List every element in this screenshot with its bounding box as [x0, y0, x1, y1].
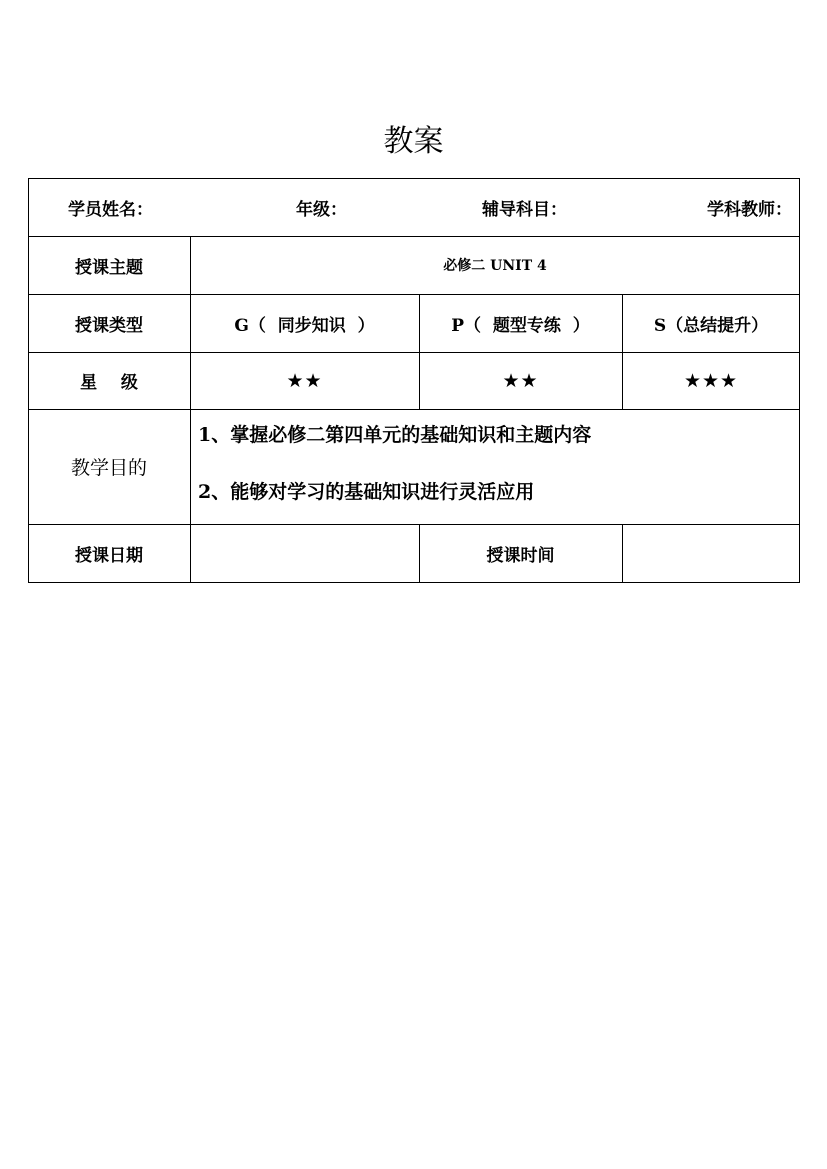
p-star-rating: ★★	[502, 369, 539, 392]
date-value	[190, 524, 419, 582]
objective-item-1: 1、掌握必修二第四单元的基础知识和主题内容	[198, 424, 592, 446]
type-p: P（ 题型专练 ）	[451, 315, 590, 336]
g-star-rating: ★★	[286, 369, 323, 392]
grade-label: 年级：	[296, 199, 347, 220]
type-s: S（总结提升）	[653, 315, 769, 336]
level-label: 星 级	[80, 373, 138, 393]
objective-label: 教学目的	[70, 457, 147, 479]
lesson-plan-table	[28, 178, 800, 583]
student-name-label: 学员姓名：	[68, 199, 153, 220]
table-border-bottom	[28, 582, 800, 583]
time-label: 授课时间	[486, 545, 555, 566]
time-value	[622, 524, 800, 582]
topic-value: 必修二 UNIT 4	[443, 258, 547, 274]
date-label: 授课日期	[75, 545, 143, 566]
type-g: G（ 同步知识 ）	[234, 315, 375, 336]
page-title: 教案	[383, 124, 444, 159]
s-star-rating: ★★★	[683, 369, 739, 392]
teacher-label: 学科教师：	[707, 199, 792, 220]
objective-item-2: 2、能够对学习的基础知识进行灵活应用	[198, 481, 535, 503]
subject-label: 辅导科目：	[482, 199, 567, 220]
type-label: 授课类型	[75, 315, 143, 336]
topic-label: 授课主题	[75, 257, 143, 278]
